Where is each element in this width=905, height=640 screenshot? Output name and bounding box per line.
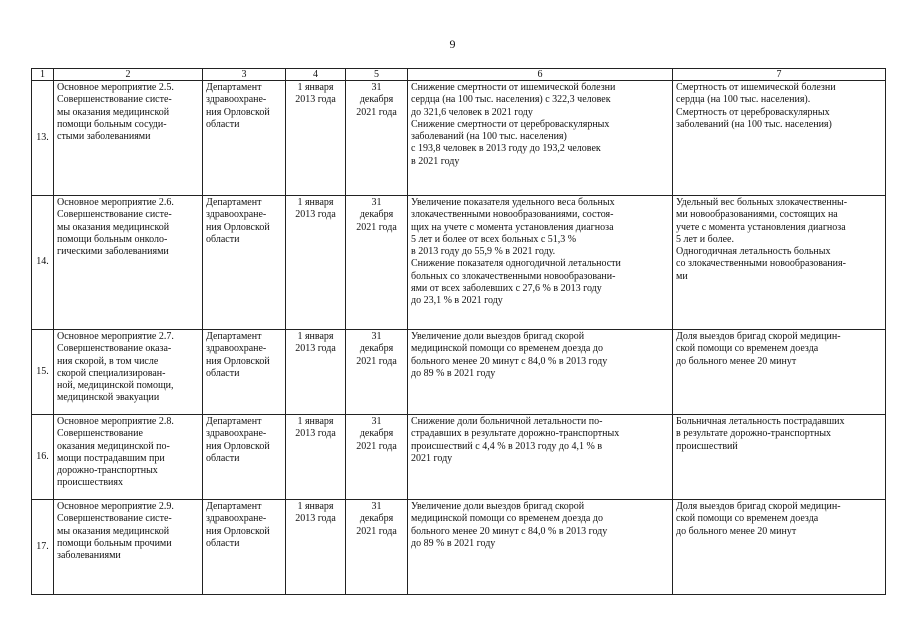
start-date-cell — [286, 196, 346, 330]
header-row — [32, 69, 886, 81]
text-line: Совершенствование систе- — [57, 513, 172, 525]
executor-cell — [203, 330, 286, 415]
text-line: помощи больным онколо- — [57, 233, 168, 245]
expected-result-cell — [408, 330, 673, 415]
text-line: сердца (на 100 тыс. населения) с 322,3 человек — [411, 94, 611, 106]
text-line: ния Орловской — [206, 440, 270, 452]
text-line: больного менее 20 минут с 84,0 % в 2013 году — [411, 525, 608, 537]
text-line: ния Орловской — [206, 221, 270, 233]
text-line: Основное мероприятие 2.9. — [57, 501, 174, 512]
text-line: дорожно-транспортных — [57, 465, 158, 477]
text-line: ния Орловской — [206, 355, 270, 367]
text-line: больного менее 20 минут с 84,0 % в 2013 году — [411, 355, 608, 367]
text-line: здравоохране- — [206, 343, 267, 355]
text-line: 1 января — [297, 416, 334, 427]
text-line: 31 — [371, 197, 382, 208]
text-line: 1 января — [297, 197, 334, 208]
column-header: 7 — [673, 69, 886, 81]
executor-cell — [203, 500, 286, 595]
text-line: стыми заболеваниями — [57, 131, 151, 143]
text-line: декабря — [359, 94, 394, 106]
text-line: области — [206, 118, 240, 130]
end-date-cell — [346, 196, 408, 330]
text-line: Снижение смертности от ишемической болезни — [411, 82, 616, 93]
row-number: 14. — [32, 196, 54, 330]
program-events-table — [31, 68, 886, 595]
text-line: Больничная летальность пострадавших — [676, 416, 845, 427]
text-line: Одногодичная летальность больных — [676, 246, 831, 258]
row-number: 17. — [32, 500, 54, 595]
text-line: 31 — [371, 82, 382, 93]
text-line: происшествиях — [57, 477, 124, 489]
expected-result-cell — [408, 415, 673, 500]
expected-result-cell — [408, 81, 673, 196]
text-line: 2021 года — [356, 440, 397, 452]
text-line: 2021 году — [411, 452, 453, 464]
text-line: области — [206, 537, 240, 549]
text-line: Департамент — [206, 82, 262, 93]
column-header: 1 — [32, 69, 54, 81]
text-line: 31 — [371, 331, 382, 342]
text-line: Смертность от цереброваскулярных — [676, 106, 830, 118]
text-line: Совершенствование систе- — [57, 209, 172, 221]
text-line: происшествий — [676, 440, 738, 452]
text-line: Совершенствование оказа- — [57, 343, 172, 355]
text-line: 2021 года — [356, 106, 397, 118]
end-date-cell — [346, 81, 408, 196]
start-date-cell — [286, 500, 346, 595]
text-line: 2013 года — [295, 343, 336, 355]
text-line: Департамент — [206, 416, 262, 427]
text-line: Удельный вес больных злокачественны- — [676, 197, 848, 208]
indicator-cell — [673, 81, 886, 196]
start-date-cell — [286, 415, 346, 500]
text-line: декабря — [359, 343, 394, 355]
text-line: больных со злокачественными новообразовани- — [411, 270, 616, 282]
text-line: области — [206, 233, 240, 245]
text-line: скорой специализирован- — [57, 367, 166, 379]
table-row — [32, 196, 886, 330]
text-line: ми новообразованиями, состоящих на — [676, 209, 838, 221]
text-line: в 2013 году до 55,9 % в 2021 году. — [411, 246, 556, 258]
text-line: 2021 года — [356, 355, 397, 367]
event-cell — [54, 500, 203, 595]
text-line: с 193,8 человек в 2013 году до 193,2 человек — [411, 143, 601, 155]
table-row — [32, 415, 886, 500]
text-line: ской помощи со временем доезда — [676, 513, 819, 525]
end-date-cell — [346, 415, 408, 500]
text-line: заболеваниями — [57, 550, 121, 562]
row-number: 13. — [32, 81, 54, 196]
column-header: 4 — [286, 69, 346, 81]
text-line: Департамент — [206, 501, 262, 512]
text-line: Совершенствование систе- — [57, 94, 172, 106]
row-number: 16. — [32, 415, 54, 500]
text-line: Снижение доли больничной летальности по- — [411, 416, 603, 427]
text-line: 2013 года — [295, 513, 336, 525]
executor-cell — [203, 196, 286, 330]
table-row — [32, 500, 886, 595]
text-line: Основное мероприятие 2.5. — [57, 82, 174, 93]
indicator-cell — [673, 500, 886, 595]
text-line: декабря — [359, 428, 394, 440]
text-line: здравоохране- — [206, 94, 267, 106]
text-line: до 89 % в 2021 году — [411, 367, 496, 379]
text-line: здравоохране- — [206, 513, 267, 525]
text-line: злокачественными новообразованиями, состоя- — [411, 209, 614, 221]
table-row — [32, 81, 886, 196]
text-line: Основное мероприятие 2.8. — [57, 416, 174, 427]
row-number: 15. — [32, 330, 54, 415]
page-number: 9 — [449, 37, 456, 51]
text-line: Доля выездов бригад скорой медицин- — [676, 331, 841, 342]
text-line: оказания медицинской по- — [57, 440, 170, 452]
event-cell — [54, 415, 203, 500]
text-line: ния Орловской — [206, 106, 270, 118]
text-line: в 2021 году — [411, 155, 460, 167]
text-line: в результате дорожно-транспортных — [676, 428, 832, 440]
text-line: со злокачественными новообразования- — [676, 258, 846, 270]
column-header: 2 — [54, 69, 203, 81]
end-date-cell — [346, 330, 408, 415]
text-line: мы оказания медицинской — [57, 106, 170, 118]
end-date-cell — [346, 500, 408, 595]
text-line: Снижение показателя одногодичной летальности — [411, 258, 621, 270]
event-cell — [54, 81, 203, 196]
text-line: 31 — [371, 416, 382, 427]
text-line: Департамент — [206, 197, 262, 208]
text-line: 1 января — [297, 331, 334, 342]
executor-cell — [203, 415, 286, 500]
text-line: до 321,6 человек в 2021 году — [411, 106, 533, 118]
text-line: гическими заболеваниями — [57, 246, 169, 258]
event-cell — [54, 196, 203, 330]
column-header: 5 — [346, 69, 408, 81]
text-line: 5 лет и более. — [676, 233, 734, 245]
text-line: помощи больным прочими — [57, 537, 172, 549]
text-line: 2013 года — [295, 94, 336, 106]
text-line: декабря — [359, 209, 394, 221]
text-line: 2013 года — [295, 428, 336, 440]
table-row — [32, 330, 886, 415]
text-line: помощи больным сосуди- — [57, 118, 167, 130]
text-line: 5 лет и более от всех больных с 51,3 % — [411, 233, 577, 245]
text-line: 2021 года — [356, 221, 397, 233]
text-line: Доля выездов бригад скорой медицин- — [676, 501, 841, 512]
expected-result-cell — [408, 196, 673, 330]
text-line: мы оказания медицинской — [57, 221, 170, 233]
text-line: ния Орловской — [206, 525, 270, 537]
text-line: щих на учете с момента установления диагноза — [411, 221, 614, 233]
text-line: страдавших в результате дорожно-транспортных — [411, 428, 620, 440]
text-line: ми — [676, 270, 688, 282]
text-line: Совершенствование — [57, 428, 143, 440]
text-line: Смертность от ишемической болезни — [676, 82, 836, 93]
text-line: заболеваний (на 100 тыс. населения) — [411, 131, 567, 143]
start-date-cell — [286, 81, 346, 196]
text-line: медицинской эвакуации — [57, 392, 160, 404]
text-line: мощи пострадавшим при — [57, 452, 165, 464]
text-line: области — [206, 452, 240, 464]
event-cell — [54, 330, 203, 415]
text-line: 2021 года — [356, 525, 397, 537]
column-header: 3 — [203, 69, 286, 81]
text-line: медицинской помощи со временем доезда до — [411, 343, 603, 355]
indicator-cell — [673, 415, 886, 500]
text-line: 1 января — [297, 501, 334, 512]
text-line: до больного менее 20 минут — [676, 525, 797, 537]
text-line: 1 января — [297, 82, 334, 93]
text-line: Увеличение доли выездов бригад скорой — [411, 331, 585, 342]
text-line: до больного менее 20 минут — [676, 355, 797, 367]
text-line: до 23,1 % в 2021 году — [411, 295, 503, 307]
executor-cell — [203, 81, 286, 196]
text-line: Департамент — [206, 331, 262, 342]
text-line: Основное мероприятие 2.6. — [57, 197, 174, 208]
text-line: учете с момента установления диагноза — [676, 221, 846, 233]
text-line: ния скорой, в том числе — [57, 355, 159, 367]
indicator-cell — [673, 196, 886, 330]
text-line: мы оказания медицинской — [57, 525, 170, 537]
text-line: здравоохране- — [206, 209, 267, 221]
text-line: декабря — [359, 513, 394, 525]
expected-result-cell — [408, 500, 673, 595]
text-line: 31 — [371, 501, 382, 512]
text-line: Основное мероприятие 2.7. — [57, 331, 174, 342]
text-line: 2013 года — [295, 209, 336, 221]
indicator-cell — [673, 330, 886, 415]
column-header: 6 — [408, 69, 673, 81]
text-line: заболеваний (на 100 тыс. населения) — [676, 118, 832, 130]
text-line: медицинской помощи со временем доезда до — [411, 513, 603, 525]
text-line: происшествий с 4,4 % в 2013 году до 4,1 % в — [411, 440, 603, 452]
text-line: сердца (на 100 тыс. населения). — [676, 94, 811, 106]
start-date-cell — [286, 330, 346, 415]
text-line: здравоохране- — [206, 428, 267, 440]
text-line: Снижение смертности от цереброваскулярных — [411, 118, 610, 130]
text-line: ями от всех заболевших с 27,6 % в 2013 году — [411, 283, 602, 295]
text-line: Увеличение показателя удельного веса больных — [411, 197, 615, 208]
text-line: ской помощи со временем доезда — [676, 343, 819, 355]
text-line: до 89 % в 2021 году — [411, 537, 496, 549]
text-line: области — [206, 367, 240, 379]
text-line: ной, медицинской помощи, — [57, 380, 174, 392]
text-line: Увеличение доли выездов бригад скорой — [411, 501, 585, 512]
